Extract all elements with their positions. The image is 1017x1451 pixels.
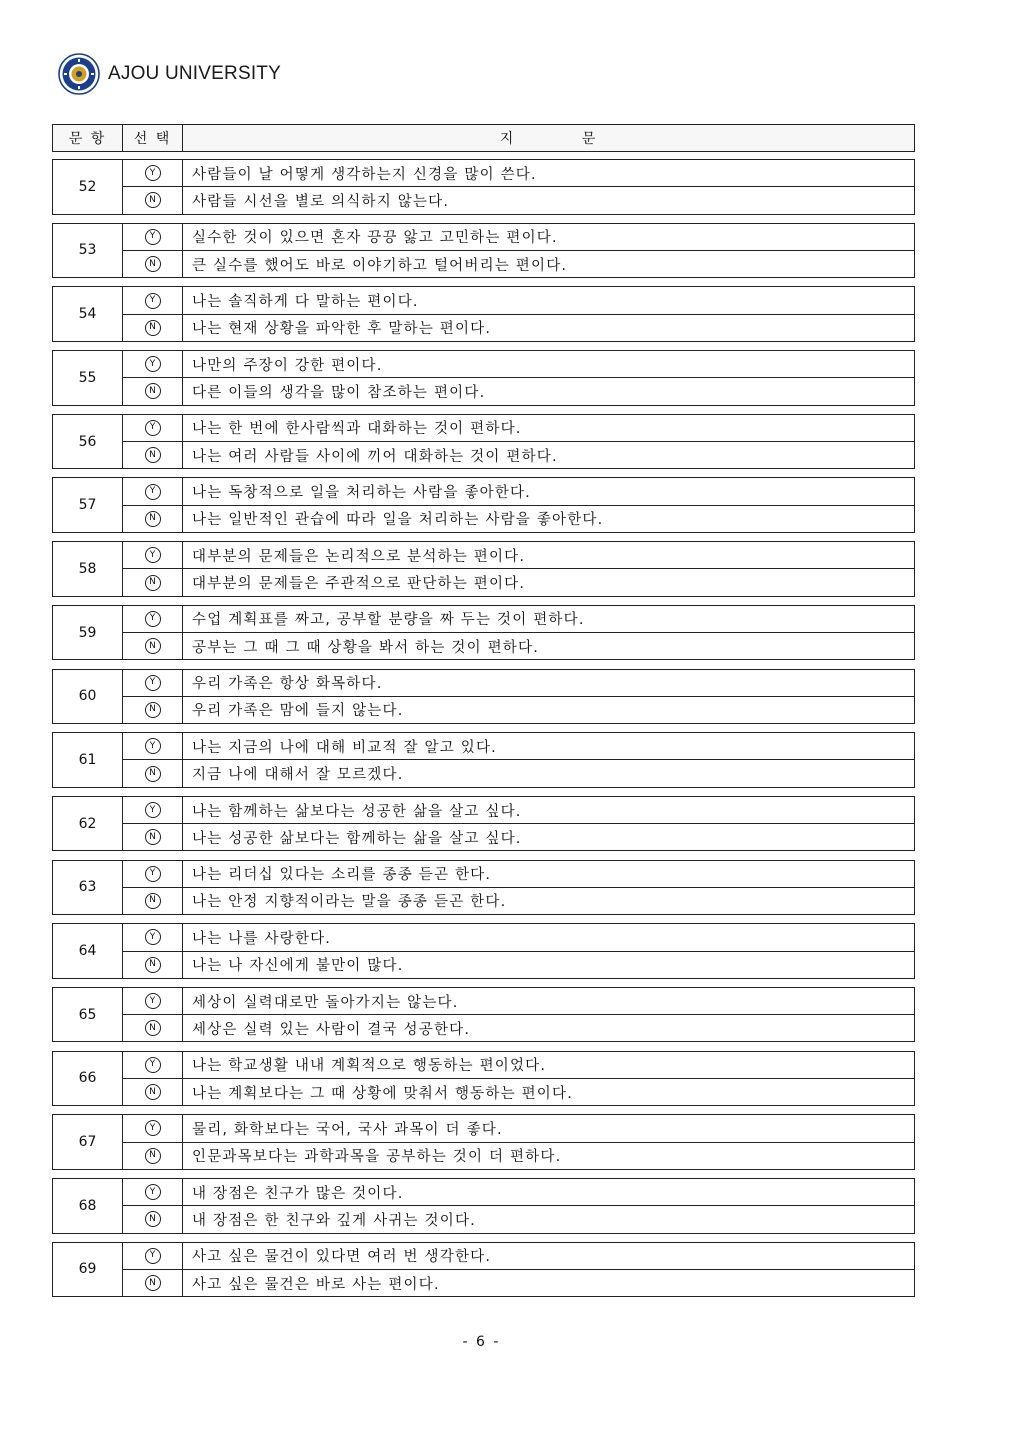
option-row-y (123, 861, 914, 887)
statement-n: 우리 가족은 맘에 들지 않는다. (192, 703, 404, 720)
option-row-y (123, 351, 914, 377)
question-number: 60 (53, 670, 123, 724)
option-row-y (123, 415, 914, 441)
question-number: 68 (53, 1179, 123, 1233)
statement-n: 지금 나에 대해서 잘 모르겠다. (192, 767, 404, 784)
statement-y: 나는 함께하는 삶보다는 성공한 삶을 살고 싶다. (192, 803, 522, 820)
circled-y-icon[interactable]: Y (145, 611, 161, 627)
option-row-y (123, 606, 914, 632)
option-row-n (123, 377, 914, 404)
table-header (52, 124, 915, 152)
circled-n-icon[interactable]: N (145, 1211, 161, 1227)
circled-n-icon[interactable]: N (145, 766, 161, 782)
option-row-n (123, 186, 914, 213)
circled-y-icon[interactable]: Y (145, 1248, 161, 1264)
question-number: 64 (53, 924, 123, 978)
statement-n: 나는 여러 사람들 사이에 끼어 대화하는 것이 편하다. (192, 448, 558, 465)
page-number: - 6 - (462, 1334, 501, 1350)
statement-y: 우리 가족은 항상 화목하다. (192, 676, 383, 693)
option-row-y (123, 1115, 914, 1141)
circled-n-icon[interactable]: N (145, 893, 161, 909)
header-choice: 선 택 (123, 125, 183, 151)
option-row-y (123, 542, 914, 568)
header-item-no: 문 항 (53, 125, 123, 151)
statement-n: 대부분의 문제들은 주관적으로 판단하는 편이다. (192, 576, 526, 592)
question-number: 65 (53, 988, 123, 1042)
statement-n: 세상은 실력 있는 사람이 결국 성공한다. (192, 1021, 471, 1038)
option-row-y (123, 924, 914, 950)
question-group (52, 923, 915, 979)
question-group (52, 286, 915, 342)
question-group (52, 1178, 915, 1234)
circled-y-icon[interactable]: Y (145, 484, 161, 500)
statement-y: 세상이 실력대로만 돌아가지는 않는다. (192, 994, 459, 1011)
statement-y: 내 장점은 친구가 많은 것이다. (192, 1185, 404, 1202)
statement-y: 사람들이 날 어떻게 생각하는지 신경을 많이 쓴다. (192, 166, 537, 183)
question-number: 57 (53, 478, 123, 532)
statement-y: 나는 독창적으로 일을 처리하는 사람을 좋아한다. (192, 485, 531, 502)
question-number: 67 (53, 1115, 123, 1169)
option-row-n (123, 1142, 914, 1169)
statement-n: 나는 성공한 삶보다는 함께하는 삶을 살고 싶다. (192, 830, 522, 847)
statement-y: 대부분의 문제들은 논리적으로 분석하는 편이다. (192, 548, 526, 565)
question-group (52, 669, 915, 725)
circled-y-icon[interactable]: Y (145, 993, 161, 1009)
circled-y-icon[interactable]: Y (145, 165, 161, 181)
circled-n-icon[interactable]: N (145, 1020, 161, 1036)
circled-y-icon[interactable]: Y (145, 293, 161, 309)
option-row-y (123, 224, 914, 250)
statement-y: 나만의 주장이 강한 편이다. (192, 357, 383, 374)
question-list (52, 159, 915, 1305)
statement-y: 실수한 것이 있으면 혼자 끙끙 앓고 고민하는 편이다. (192, 230, 558, 247)
circled-y-icon[interactable]: Y (145, 547, 161, 563)
question-number: 66 (53, 1052, 123, 1106)
question-group (52, 1051, 915, 1107)
option-row-y (123, 287, 914, 313)
circled-y-icon[interactable]: Y (145, 1057, 161, 1073)
question-number: 58 (53, 542, 123, 596)
option-row-n (123, 250, 914, 277)
option-row-n (123, 314, 914, 341)
statement-y: 나는 솔직하게 다 말하는 편이다. (192, 294, 419, 310)
statement-n: 다른 이들의 생각을 많이 참조하는 편이다. (192, 384, 486, 401)
option-row-n (123, 951, 914, 978)
question-group (52, 796, 915, 852)
circled-n-icon[interactable]: N (145, 511, 161, 527)
question-group (52, 987, 915, 1043)
circled-y-icon[interactable]: Y (145, 1120, 161, 1136)
question-number: 55 (53, 351, 123, 405)
option-row-n (123, 887, 914, 914)
circled-y-icon[interactable]: Y (145, 356, 161, 372)
circled-y-icon[interactable]: Y (145, 866, 161, 882)
question-group (52, 414, 915, 470)
option-row-n (123, 1014, 914, 1041)
question-number: 54 (53, 287, 123, 341)
option-row-n (123, 568, 914, 595)
question-group (52, 1242, 915, 1298)
question-group (52, 477, 915, 533)
question-group (52, 860, 915, 916)
option-row-n (123, 1269, 914, 1296)
statement-n: 나는 일반적인 관습에 따라 일을 처리하는 사람을 좋아한다. (192, 512, 604, 529)
statement-y: 물리, 화학보다는 국어, 국사 과목이 더 좋다. (192, 1121, 503, 1138)
statement-y: 나는 지금의 나에 대해 비교적 잘 알고 있다. (192, 739, 497, 756)
statement-y: 나는 한 번에 한사람씩과 대화하는 것이 편하다. (192, 421, 522, 438)
option-row-y (123, 478, 914, 504)
statement-y: 사고 싶은 물건이 있다면 여러 번 생각한다. (192, 1249, 492, 1266)
statement-n: 큰 실수를 했어도 바로 이야기하고 털어버리는 편이다. (192, 257, 568, 274)
question-number: 59 (53, 606, 123, 660)
circled-n-icon[interactable]: N (145, 575, 161, 591)
statement-n: 사고 싶은 물건은 바로 사는 편이다. (192, 1276, 440, 1293)
question-group (52, 350, 915, 406)
circled-n-icon[interactable]: N (145, 1148, 161, 1164)
option-row-n (123, 1205, 914, 1232)
question-number: 69 (53, 1243, 123, 1297)
option-row-n (123, 823, 914, 850)
circled-n-icon[interactable]: N (145, 702, 161, 718)
option-row-y (123, 988, 914, 1014)
option-row-n (123, 759, 914, 786)
question-group (52, 732, 915, 788)
statement-n: 인문과목보다는 과학과목을 공부하는 것이 더 편하다. (192, 1149, 562, 1166)
circled-n-icon[interactable]: N (145, 1275, 161, 1291)
statement-y: 나는 리더십 있다는 소리를 종종 듣곤 한다. (192, 867, 492, 884)
statement-n: 공부는 그 때 그 때 상황을 봐서 하는 것이 편하다. (192, 639, 540, 656)
question-number: 52 (53, 160, 123, 214)
option-row-y (123, 160, 914, 186)
statement-n: 나는 안정 지향적이라는 말을 종종 듣곤 한다. (192, 894, 507, 911)
option-row-y (123, 1052, 914, 1078)
statement-y: 나는 나를 사랑한다. (192, 930, 332, 947)
question-group (52, 605, 915, 661)
statement-n: 내 장점은 한 친구와 깊게 사귀는 것이다. (192, 1212, 476, 1229)
page-header (58, 52, 281, 96)
circled-n-icon[interactable]: N (145, 256, 161, 272)
header-statement: 지 문 (499, 131, 598, 147)
statement-n: 사람들 시선을 별로 의식하지 않는다. (192, 193, 450, 210)
circled-n-icon[interactable]: N (145, 383, 161, 399)
circled-y-icon[interactable]: Y (145, 1184, 161, 1200)
circled-n-icon[interactable]: N (145, 320, 161, 336)
question-number: 56 (53, 415, 123, 469)
question-number: 61 (53, 733, 123, 787)
question-number: 63 (53, 861, 123, 915)
question-group (52, 1114, 915, 1170)
university-seal-icon (58, 53, 100, 95)
university-name: AJOU UNIVERSITY (108, 63, 281, 84)
circled-y-icon[interactable]: Y (145, 802, 161, 818)
circled-y-icon[interactable]: Y (145, 738, 161, 754)
circled-y-icon[interactable]: Y (145, 229, 161, 245)
circled-y-icon[interactable]: Y (145, 675, 161, 691)
option-row-n (123, 632, 914, 659)
option-row-y (123, 733, 914, 759)
option-row-y (123, 670, 914, 696)
option-row-y (123, 797, 914, 823)
statement-y: 나는 학교생활 내내 계획적으로 행동하는 편이었다. (192, 1058, 547, 1075)
question-group (52, 223, 915, 279)
option-row-n (123, 1078, 914, 1105)
statement-n: 나는 나 자신에게 불만이 많다. (192, 958, 404, 975)
option-row-y (123, 1243, 914, 1269)
statement-n: 나는 현재 상황을 파악한 후 말하는 편이다. (192, 321, 492, 338)
option-row-n (123, 696, 914, 723)
statement-n: 나는 계획보다는 그 때 상황에 맞춰서 행동하는 편이다. (192, 1085, 574, 1102)
circled-n-icon[interactable]: N (145, 638, 161, 654)
circled-n-icon[interactable]: N (145, 447, 161, 463)
question-group (52, 159, 915, 215)
circled-n-icon[interactable]: N (145, 829, 161, 845)
statement-y: 수업 계획표를 짜고, 공부할 분량을 짜 두는 것이 편하다. (192, 612, 585, 629)
circled-n-icon[interactable]: N (145, 957, 161, 973)
circled-y-icon[interactable]: Y (145, 420, 161, 436)
option-row-y (123, 1179, 914, 1205)
circled-n-icon[interactable]: N (145, 1084, 161, 1100)
option-row-n (123, 505, 914, 532)
circled-n-icon[interactable]: N (145, 192, 161, 208)
option-row-n (123, 441, 914, 468)
question-number: 53 (53, 224, 123, 278)
question-group (52, 541, 915, 597)
question-number: 62 (53, 797, 123, 851)
circled-y-icon[interactable]: Y (145, 929, 161, 945)
